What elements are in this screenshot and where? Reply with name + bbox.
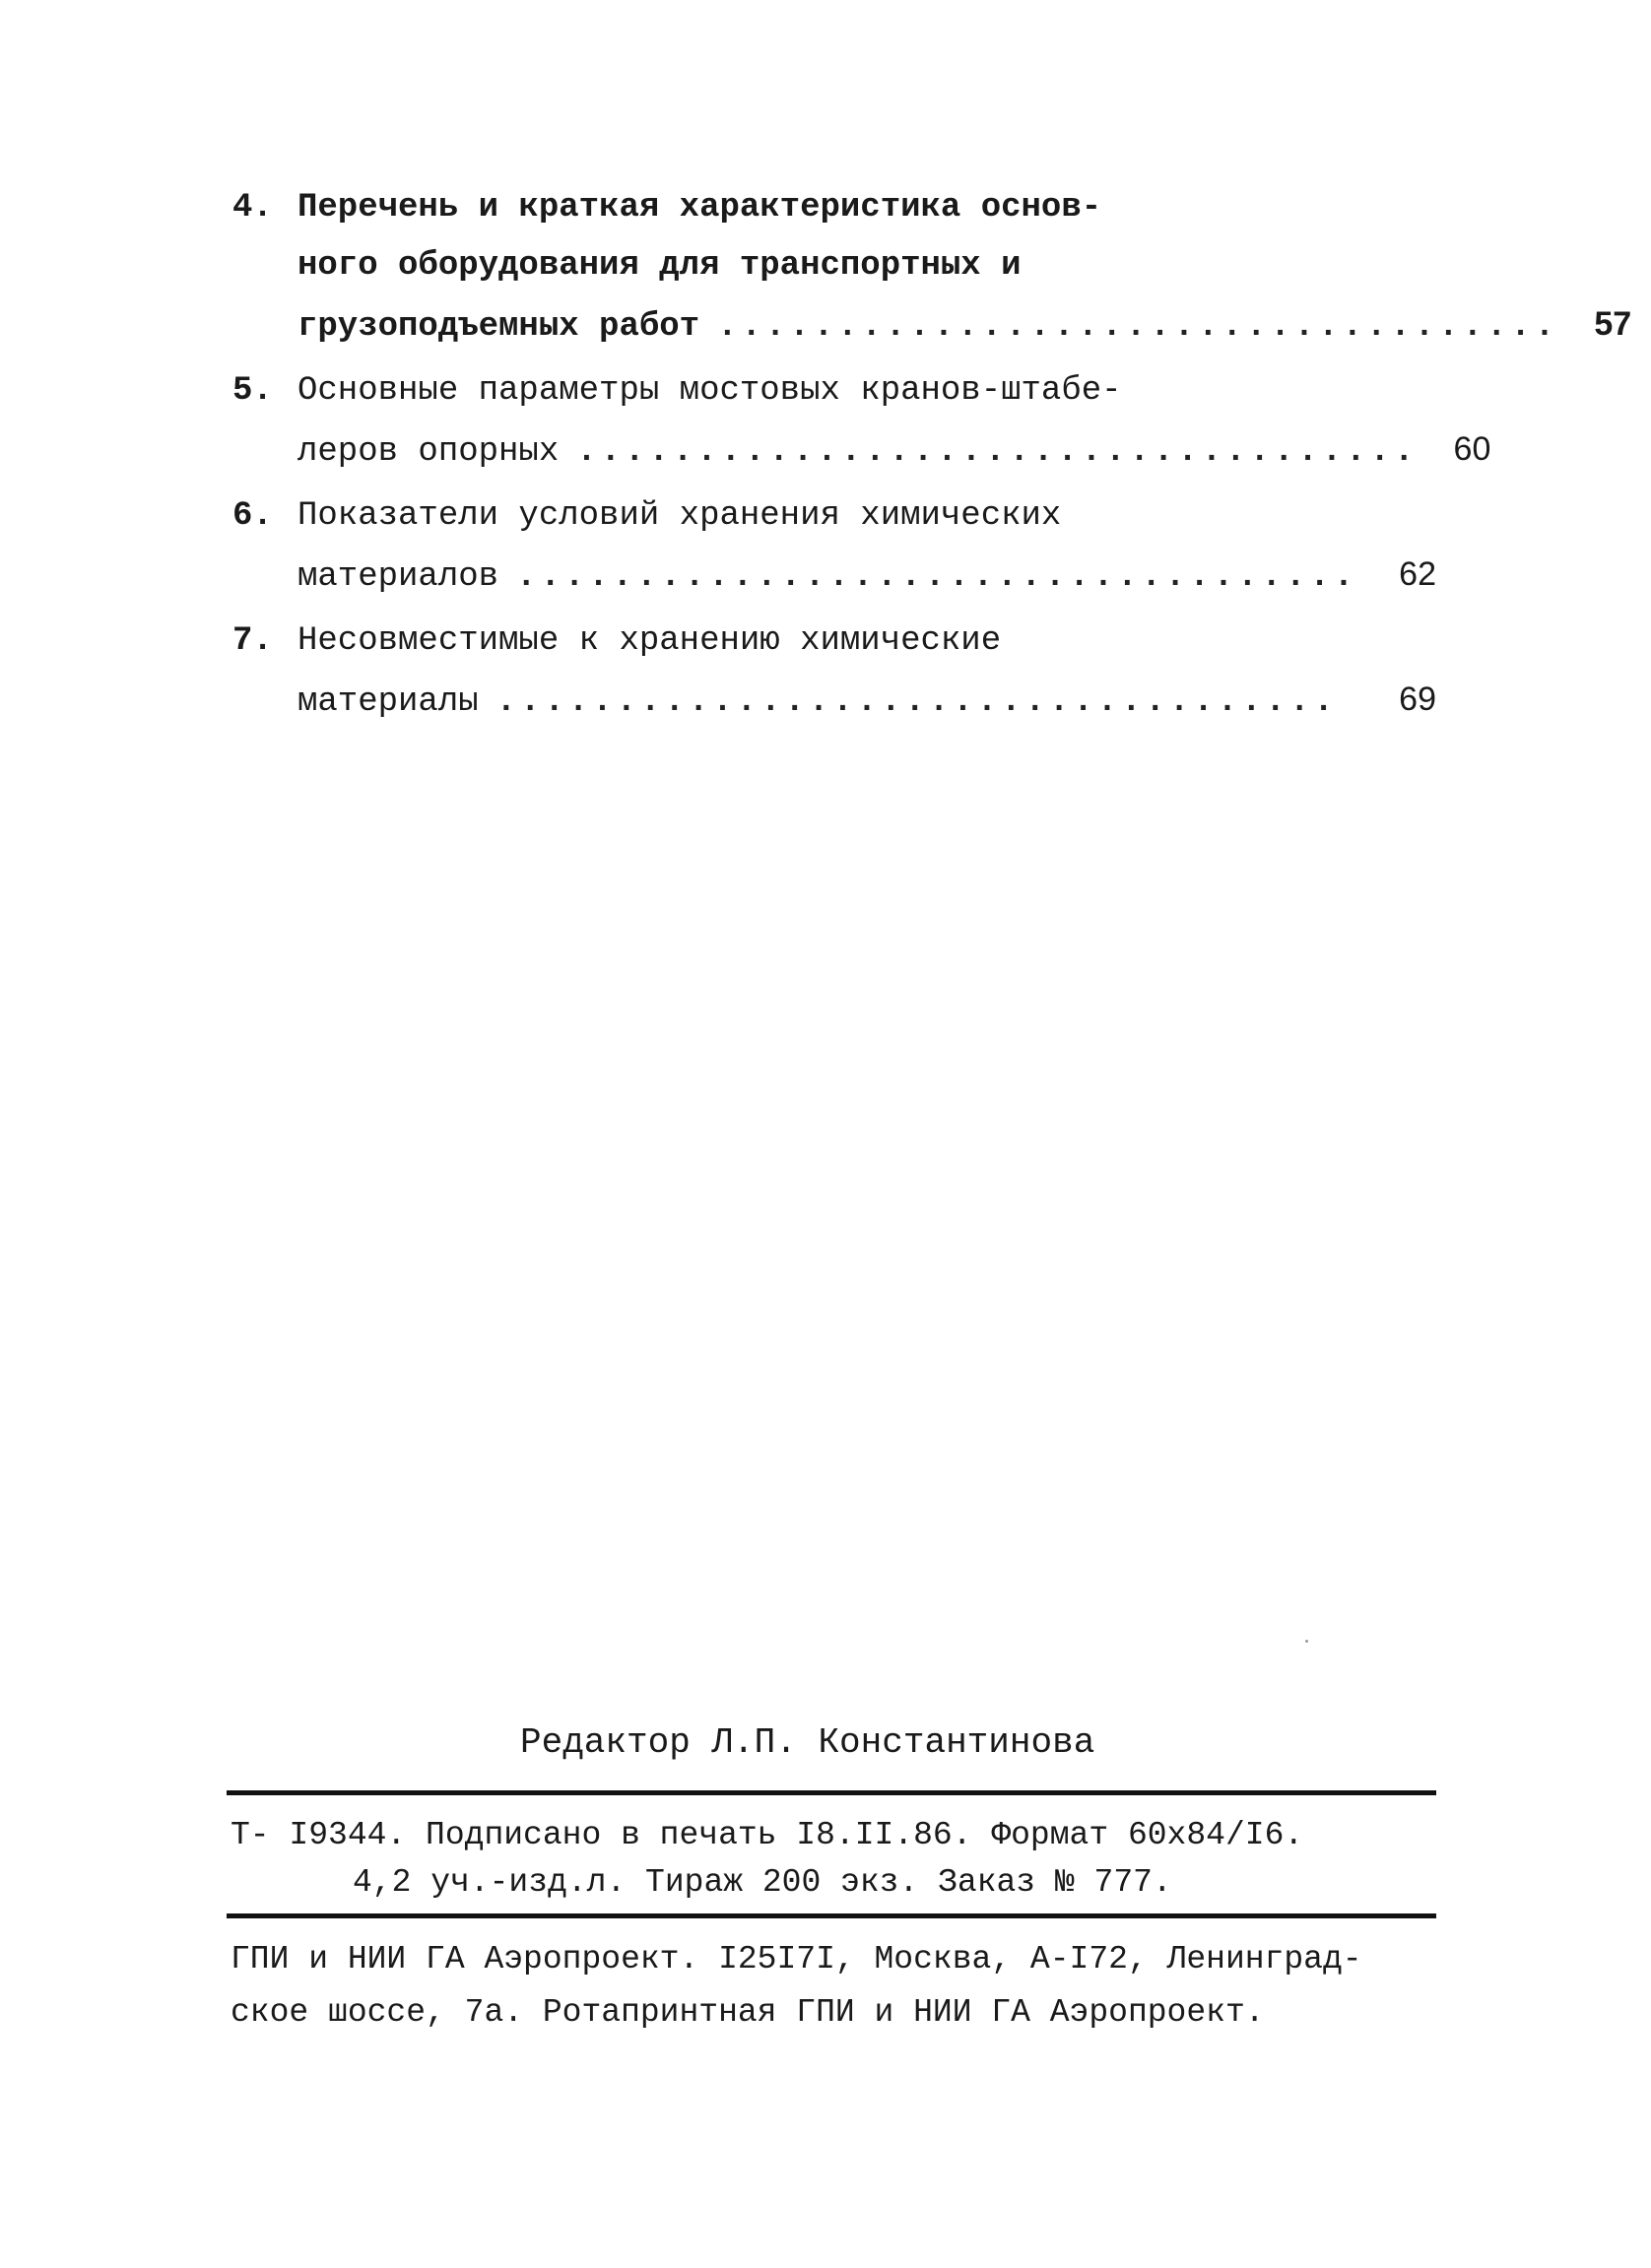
editor-credit: Редактор Л.П. Константинова bbox=[520, 1722, 1095, 1763]
toc-page-number: 60 bbox=[1453, 430, 1491, 468]
table-of-contents bbox=[232, 179, 1632, 738]
imprint-top-rule bbox=[227, 1790, 1436, 1795]
toc-entry-text-line: грузоподъемных работ bbox=[297, 308, 700, 346]
toc-entry-last-line bbox=[232, 546, 1436, 607]
toc-entry-number: 5. bbox=[232, 372, 273, 410]
toc-entry-5 bbox=[232, 362, 1491, 482]
toc-entry-6 bbox=[232, 487, 1436, 607]
toc-entry-number: 7. bbox=[232, 622, 273, 660]
imprint-line-1: Т- I9344. Подписано в печать I8.II.86. Формат 60х84/I6. bbox=[231, 1817, 1304, 1853]
toc-entry-text-line: леров опорных bbox=[297, 433, 560, 471]
toc-page-number: 69 bbox=[1399, 680, 1436, 718]
toc-entry-last-line bbox=[232, 295, 1632, 356]
toc-entry-text-line: Показатели условий хранения химических bbox=[297, 497, 1062, 535]
toc-entry-last-line bbox=[232, 671, 1436, 732]
toc-entry-text-line: Несовместимые к хранению химические bbox=[297, 622, 1002, 660]
imprint-line-2: 4,2 уч.-изд.л. Тираж 200 экз. Заказ № 777. bbox=[353, 1864, 1172, 1901]
toc-page-number: 62 bbox=[1399, 555, 1436, 593]
toc-page-number: 57 bbox=[1594, 305, 1632, 343]
toc-entry-last-line bbox=[232, 421, 1491, 482]
imprint-middle-rule bbox=[227, 1913, 1436, 1918]
toc-entry-7 bbox=[232, 613, 1436, 732]
toc-entry-number: 6. bbox=[232, 497, 273, 535]
publisher-line-2: ское шоссе, 7а. Ротапринтная ГПИ и НИИ ГА Аэропроект. bbox=[231, 1994, 1265, 2031]
toc-entry-text-line: Основные параметры мостовых кранов-штабе- bbox=[297, 372, 1122, 410]
publisher-line-1: ГПИ и НИИ ГА Аэропроект. I25I7I, Москва, А-I72, Ленинград- bbox=[231, 1941, 1362, 1977]
toc-entry-number: 4. bbox=[232, 189, 273, 227]
toc-entry-4 bbox=[232, 179, 1632, 356]
dot-leader: ................................... bbox=[576, 433, 1419, 471]
dot-leader: ................................... bbox=[516, 558, 1358, 596]
dot-leader: ................................... bbox=[717, 308, 1559, 346]
toc-entry-text-line: материалы bbox=[297, 683, 479, 721]
toc-entry-text-line: материалов bbox=[297, 558, 499, 596]
toc-entry-text-line: ного оборудования для транспортных и bbox=[297, 247, 1022, 285]
toc-entry-text-line: Перечень и краткая характеристика основ- bbox=[297, 189, 1102, 227]
scan-speck bbox=[1305, 1640, 1308, 1643]
dot-leader: ................................... bbox=[495, 683, 1338, 721]
